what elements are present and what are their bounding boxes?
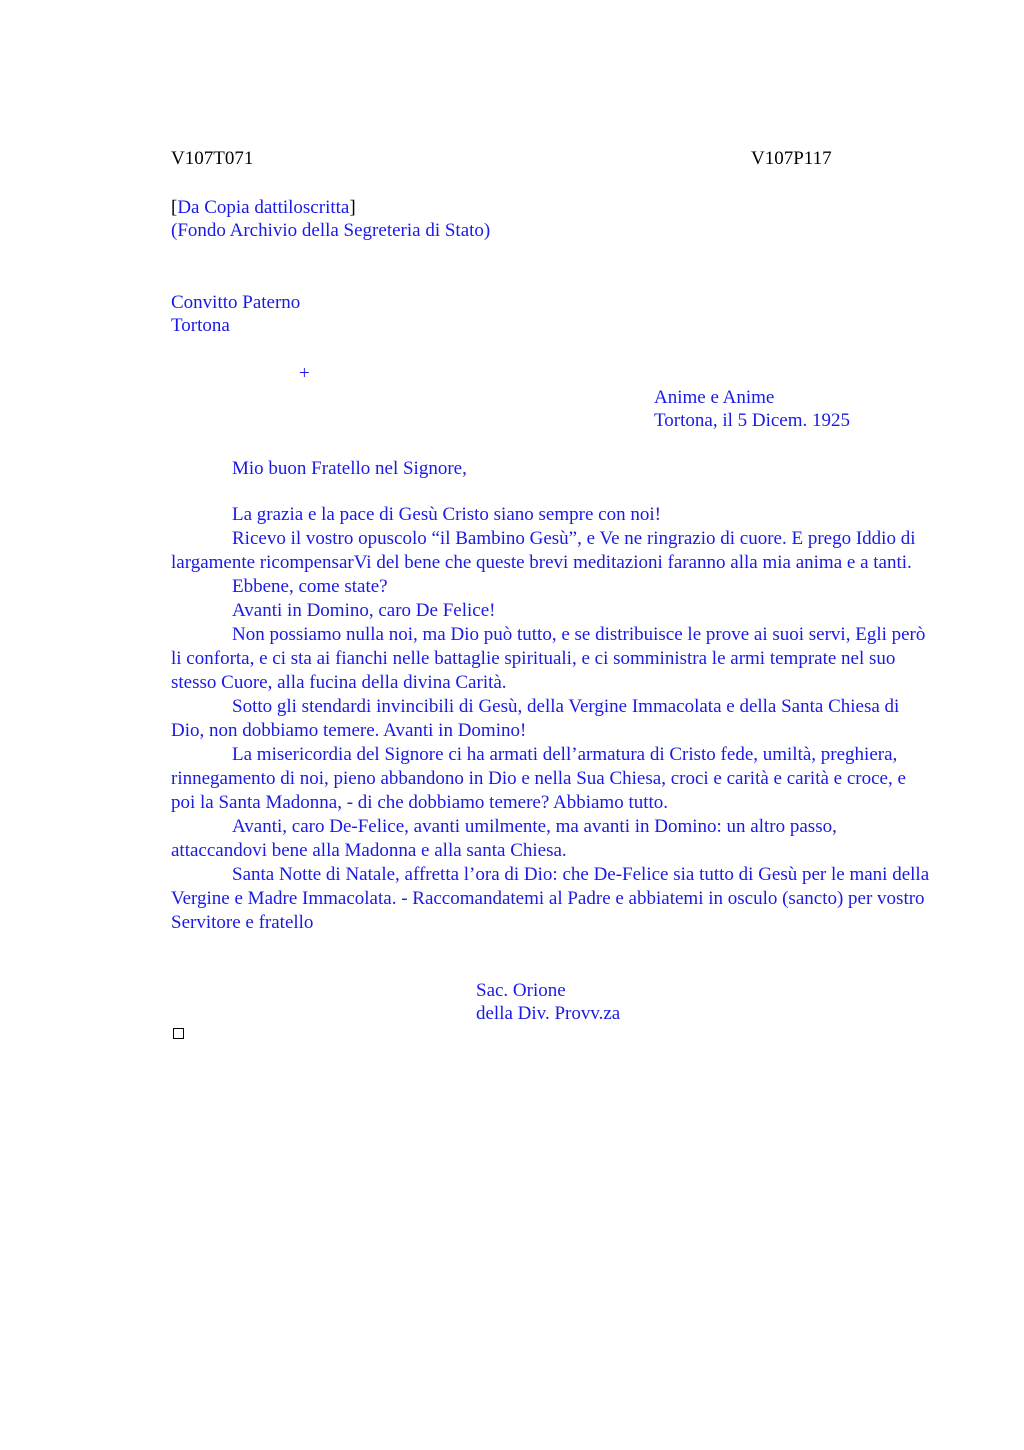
cross-mark: +	[299, 363, 310, 384]
body-paragraph: Santa Notte di Natale, affretta l’ora di Dio: che De-Felice sia tutto di Gesù per le mani della Vergine e Madre Immacolata. - Raccomandatemi al Padre e abbiatemi in osculo (sancto) per vostro Servitore e fratello	[171, 864, 930, 933]
document-code-right: V107P117	[751, 148, 832, 169]
salutation: Mio buon Fratello nel Signore,	[232, 458, 467, 479]
body-paragraph: Ebbene, come state?	[232, 576, 388, 597]
body-paragraph: Avanti in Domino, caro De Felice!	[232, 600, 496, 621]
body-paragraph: La grazia e la pace di Gesù Cristo siano sempre con noi!	[232, 504, 661, 525]
letterhead-line-1: Convitto Paterno	[171, 292, 301, 313]
letter-body	[171, 503, 931, 935]
end-of-document-box	[173, 1028, 184, 1039]
source-note	[171, 196, 356, 220]
body-paragraph: La misericordia del Signore ci ha armati dell’armatura di Cristo fede, umiltà, preghiera, rinnegamento di noi, pieno abbandono in Dio e nella Sua Chiesa, croci e carità e carità e croce, e poi la Santa Madonna, - di che dobbiamo temere? Abbiamo tutto.	[171, 744, 906, 813]
signature-line-2: della Div. Provv.za	[476, 1003, 621, 1024]
bracket-open: [	[171, 197, 178, 218]
archive-note: (Fondo Archivio della Segreteria di Stato)	[171, 220, 491, 241]
document-code-left: V107T071	[171, 148, 254, 169]
body-paragraph: Non possiamo nulla noi, ma Dio può tutto, e se distribuisce le prove ai suoi servi, Egli però li conforta, e ci sta ai fianchi nelle battaglie spirituali, e ci somministra le armi temprate nel suo stesso Cuore, alla fucina della divina Carità.	[171, 624, 926, 693]
letterhead-line-2: Tortona	[171, 315, 230, 336]
body-paragraph: Avanti, caro De-Felice, avanti umilmente, ma avanti in Domino: un altro passo, attaccandovi bene alla Madonna e alla santa Chiesa.	[171, 816, 837, 861]
motto: Anime e Anime	[654, 387, 775, 408]
body-paragraph: Ricevo il vostro opuscolo “il Bambino Gesù”, e Ve ne ringrazio di cuore. E prego Iddio di largamente ricompensarVi del bene che queste brevi meditazioni faranno alla mia anima e a tanti.	[171, 528, 916, 573]
copy-label: Da Copia dattiloscritta	[177, 197, 350, 218]
signature-line-1: Sac. Orione	[476, 980, 566, 1001]
bracket-close: ]	[349, 197, 356, 218]
place-date: Tortona, il 5 Dicem. 1925	[654, 410, 851, 431]
body-paragraph: Sotto gli stendardi invincibili di Gesù, della Vergine Immacolata e della Santa Chiesa di Dio, non dobbiamo temere. Avanti in Domino!	[171, 696, 900, 741]
